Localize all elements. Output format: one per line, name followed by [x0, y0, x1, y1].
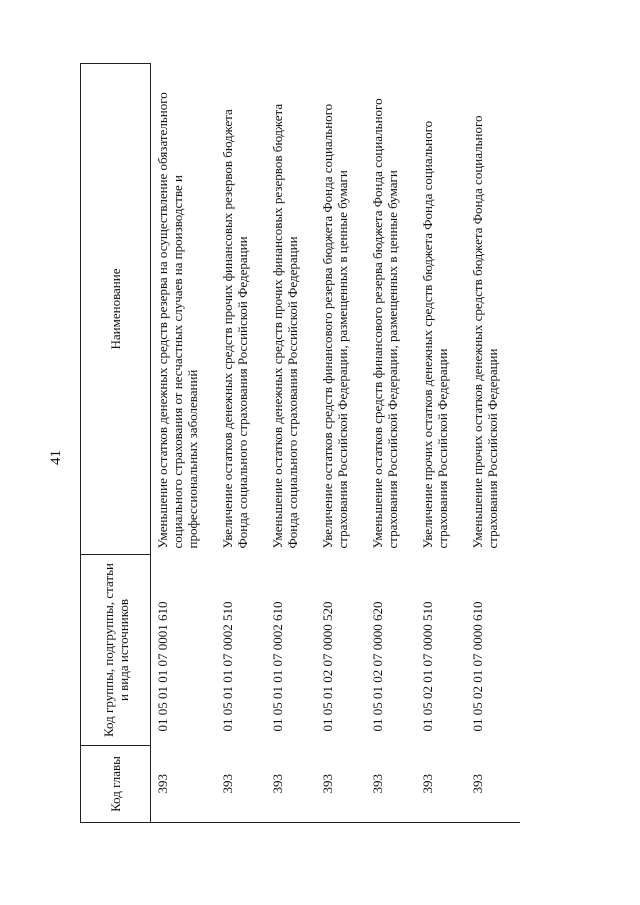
header-kod: Код группы, подгруппы, статьи и вида источников: [81, 555, 151, 746]
cell-name: Увеличение прочих остатков денежных средств бюджета Фонда социального страхования Российской Федерации: [420, 120, 450, 549]
cell-name: Увеличение остатков денежных средств прочих финансовых резервов бюджета Фонда социального страхования Российской Федерации: [220, 109, 250, 549]
cell-name: Увеличение остатков средств финансового резерва бюджета Фонда социального страхования Российской Федерации, размещенных в ценные бумаги: [320, 103, 350, 549]
cell-kod: 01 05 01 02 07 0000 520: [320, 601, 335, 732]
cell-kod: 01 05 02 01 07 0000 610: [470, 601, 485, 732]
sources-table: [80, 63, 520, 823]
cell-kod: 01 05 01 01 07 0002 510: [220, 601, 235, 732]
cell-name: Уменьшение остатков денежных средств прочих финансовых резервов бюджета Фонда социального страхования Российской Федерации: [270, 103, 300, 549]
cell-glava: 393: [370, 746, 420, 823]
header-glava: Код главы: [81, 746, 151, 823]
cell-name: Уменьшение прочих остатков денежных средств бюджета Фонда социального страхования Российской Федерации: [470, 115, 500, 549]
cell-glava: 393: [420, 746, 470, 823]
table-row: [151, 64, 221, 823]
table-row: [320, 64, 370, 823]
cell-name: Уменьшение остатков денежных средств резерва на осуществление обязательного социального страхования от несчастных случаев на производстве и профессиональных заболеваний: [155, 92, 200, 549]
table-row: [220, 64, 270, 823]
cell-name: Уменьшение остатков средств финансового резерва бюджета Фонда социального страхования Российской Федерации, размещенных в ценные бумаги: [370, 98, 400, 549]
cell-kod: 01 05 01 02 07 0000 620: [370, 601, 385, 732]
cell-kod: 01 05 01 01 07 0001 610: [155, 601, 170, 732]
table-row: [470, 64, 520, 823]
header-name: Наименование: [81, 64, 151, 555]
cell-glava: 393: [470, 746, 520, 823]
cell-kod: 01 05 02 01 07 0000 510: [420, 601, 435, 732]
table-row: [370, 64, 420, 823]
page-number: 41: [48, 450, 64, 465]
table-header-row: [81, 64, 151, 823]
cell-kod: 01 05 01 01 07 0002 610: [270, 601, 285, 732]
cell-glava: 393: [270, 746, 320, 823]
cell-glava: 393: [151, 746, 221, 823]
table-row: [420, 64, 470, 823]
cell-glava: 393: [320, 746, 370, 823]
table-row: [270, 64, 320, 823]
cell-glava: 393: [220, 746, 270, 823]
